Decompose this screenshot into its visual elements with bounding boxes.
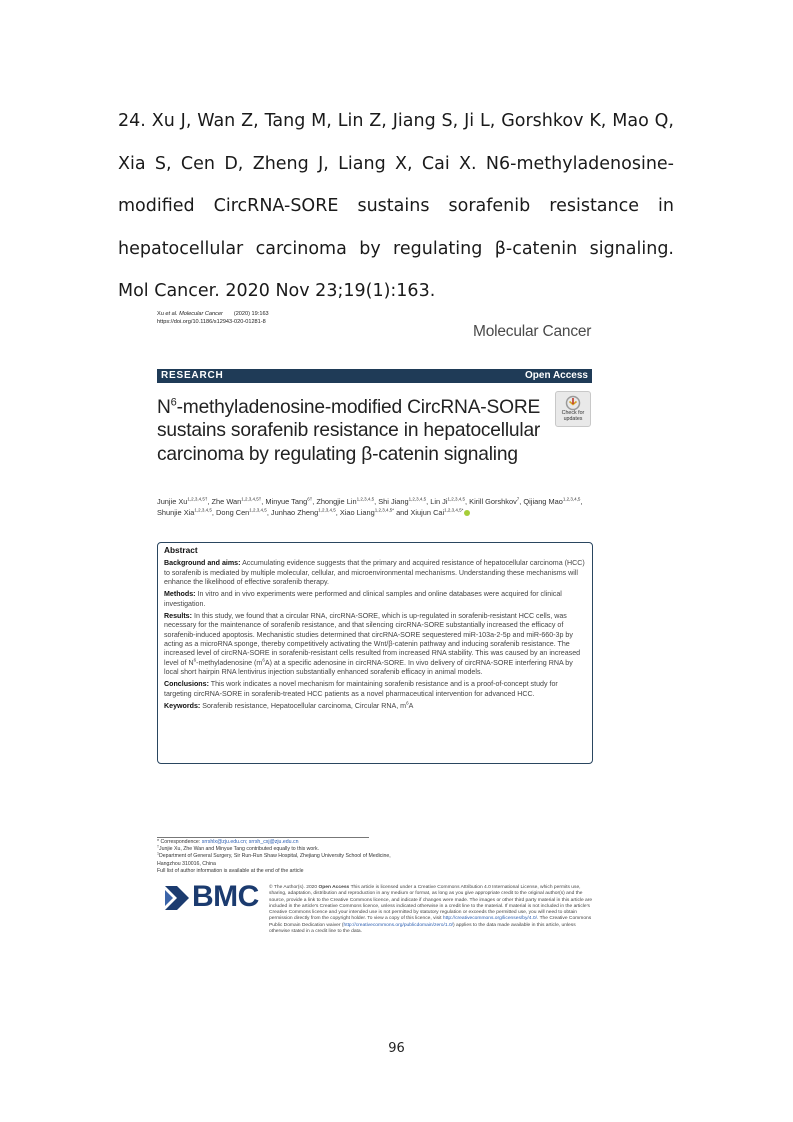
- author-affil: 1,2,3,4,5: [356, 496, 375, 502]
- author-name: Shunjie Xia: [157, 508, 195, 517]
- reference-citation: [118, 100, 674, 313]
- author-name: Zhongjie Lin: [316, 497, 357, 506]
- keywords-end: A: [408, 702, 414, 711]
- meta-journal: et al. Molecular Cancer: [165, 311, 223, 317]
- bmc-logo: [165, 880, 265, 913]
- journal-name: Molecular Cancer: [473, 323, 592, 340]
- author-name: Xiujun Cai: [410, 508, 445, 517]
- correspondence-label: * Correspondence:: [157, 839, 201, 845]
- results-text-b: -methyladenosine (m: [196, 658, 263, 667]
- title-prefix: N: [157, 397, 171, 418]
- methods-text: In vitro and in vivo experiments were performed and clinical samples and online databases were acquired for clinical investigation.: [164, 590, 562, 608]
- author-name: Lin Ji: [430, 497, 448, 506]
- author-affil: 1,2,3,4,5: [562, 496, 581, 502]
- abstract-box: [157, 542, 593, 764]
- open-access-label: Open Access: [525, 370, 588, 381]
- author-name: Shi Jiang: [378, 497, 409, 506]
- abstract-conclusions: [164, 680, 586, 699]
- check-updates-line1: Check for: [561, 410, 585, 416]
- abstract-results: [164, 612, 586, 677]
- author-name: Minyue Tang: [265, 497, 308, 506]
- meta-author: Xu: [157, 311, 164, 317]
- affiliation-text: Department of General Surgery, Sir Run-Run Shaw Hospital, Zhejiang University School of Medicine, Hangzhou 310016, China: [157, 853, 391, 867]
- meta-doi[interactable]: https://doi.org/10.1186/s12943-020-01281-8: [157, 319, 266, 325]
- license-prefix: © The Author(s). 2020: [269, 885, 318, 890]
- title-superscript: 6: [170, 396, 177, 409]
- keywords-text: Sorafenib resistance, Hepatocellular carcinoma, Circular RNA, m: [202, 702, 407, 711]
- conclusions-text: This work indicates a novel mechanism for maintaining sorafenib resistance and is a proof-of-concept study for targeting circRNA-SORE in sorafenib-treated HCC patients as a novel pharmaceutical intervention for advanced HCC.: [164, 680, 558, 698]
- meta-volume: (2020) 19:163: [233, 311, 269, 317]
- author-name: Junhao Zheng: [270, 508, 319, 517]
- check-updates-line2: updates: [563, 415, 583, 422]
- license-link-cc-by[interactable]: http://creativecommons.org/licenses/by/4.0/: [442, 916, 537, 922]
- conclusions-label: Conclusions:: [164, 680, 209, 689]
- author-affil: 6†: [307, 496, 313, 502]
- author-affil: 1,2,3,4,5: [249, 507, 267, 513]
- results-label: Results:: [164, 612, 192, 621]
- background-label: Background and aims:: [164, 559, 241, 568]
- author-name: Zhe Wan: [211, 497, 242, 506]
- affiliation-sup: 1: [157, 851, 159, 856]
- license-body-c: ) applies to the data made available in this article, unless otherwise stated in a credit line to the data.: [269, 922, 576, 935]
- article-type-bar: [157, 369, 592, 383]
- page-number: 96: [388, 1041, 405, 1056]
- license-open-access: Open Access: [318, 885, 350, 890]
- footnotes: [157, 839, 397, 875]
- abstract-keywords: [164, 702, 586, 711]
- abstract-methods: [164, 590, 586, 609]
- author-name: Junjie Xu: [157, 497, 188, 506]
- methods-label: Methods:: [164, 590, 196, 599]
- author-affil: 7: [516, 496, 520, 502]
- author-affil: 1,2,3,4,5: [318, 507, 336, 513]
- author-affil: 1,2,3,4,5*: [374, 507, 395, 513]
- article-first-page: [157, 310, 594, 935]
- license-body-a: This article is licensed under a Creative Commons Attribution 4.0 International License, which permits use, sharing, adaptation, distribution and reproduction in any medium or format, as long as you give appropriate credit to the original author(s) and the source, provide a link to the Creative Commons licence, and indicate if changes were made. The images or other third party material in this article are included in the article's Creative Commons licence, unless indicated otherwise in a credit line to the material. If material is not included in the article's Creative Commons licence and your intended use is not permitted by statutory regulation or exceeds the permitted use, you will need to obtain permission directly from the copyright holder. To view a copy of this licence, visit: [269, 885, 593, 922]
- equal-contribution-text: Junjie Xu, Zhe Wan and Minyue Tang contributed equally to this work.: [159, 846, 320, 853]
- abstract-heading: Abstract: [164, 545, 198, 555]
- license-body-b: . The Creative Commons Public Domain Dedication waiver (: [269, 916, 592, 928]
- correspondence-emails[interactable]: srrshlx@zju.edu.cn; srrsh_cxj@zju.edu.cn: [201, 839, 299, 845]
- author-name: Qijiang Mao: [523, 497, 563, 506]
- dagger-mark: †: [157, 844, 159, 849]
- bmc-mark-icon: [165, 886, 189, 910]
- license-text: [269, 885, 595, 935]
- footnote-divider: [157, 837, 369, 838]
- author-affil: 1,2,3,4,5†: [241, 496, 262, 502]
- keywords-label: Keywords:: [164, 702, 201, 711]
- author-affil: 1,2,3,4,5†: [187, 496, 208, 502]
- license-link-cc0[interactable]: http://creativecommons.org/publicdomain/zero/1.0/: [343, 922, 454, 928]
- background-text: Accumulating evidence suggests that the primary and acquired resistance of hepatocellular carcinoma (HCC) to sorafenib is mediated by multiple molecular, cellular, and microenvironmental mechanisms. Understanding these mechanisms will enhance the likelihood of effective sorafenib therapy.: [164, 559, 585, 586]
- abstract-background: [164, 559, 586, 587]
- results-text-c: A) at a specific adenosine in circRNA-SORE. In vivo delivery of circRNA-SORE interfering RNA by local short hairpin RNA lentivirus injection substantially enhanced sorafenib efficacy in animal models.: [164, 658, 573, 676]
- article-title: [157, 396, 542, 466]
- author-affil: 1,2,3,4,5: [194, 507, 212, 513]
- author-affil: 1,2,3,4,5*: [444, 507, 464, 513]
- author-name: Kirill Gorshkov: [469, 497, 517, 506]
- full-list-line: Full list of author information is available at the end of the article: [157, 867, 304, 874]
- keywords-sup: 6: [406, 700, 409, 706]
- citation-text: 24. Xu J, Wan Z, Tang M, Lin Z, Jiang S, Ji L, Gorshkov K, Mao Q, Xia S, Cen D, Zheng J, Liang X, Cai X. N6-methyladenosine-modified CircRNA-SORE sustains sorafenib resistance in hepatocellular carcinoma by regulating β-catenin signaling. Mol Cancer. 2020 Nov 23;19(1):163.: [118, 111, 674, 301]
- title-rest: -methyladenosine-modified CircRNA-SORE sustains sorafenib resistance in hepatocellular carcinoma by regulating β-catenin signaling: [157, 397, 541, 465]
- affiliation-line: [157, 853, 397, 867]
- check-updates-icon: [565, 395, 581, 411]
- author-affil: 1,2,3,4,5: [408, 496, 427, 502]
- orcid-icon[interactable]: [464, 510, 470, 516]
- author-name: Xiao Liang: [339, 508, 375, 517]
- check-for-updates-badge[interactable]: [555, 391, 591, 427]
- author-list: Junjie $Xu^{1,2,3,4,5\dagger}$, Zhe Wan$^{1,2,3,4,5\dagger}$, Minyue Tang$^{6\dagger}$, Zhongjie Lin$^{1,2,3,4,5}$, Shi Jiang$^{1,2,3,4,5}$, Lin Ji$^{1,2,3,4,5}$, Kirill Gorshkov$^7$, Qijiang Mao$^{1,2,3,4,5}$, Shunjie Xia$^{1,2,3,4,5}$, Dong Cen$^{1,2,3,4,5}$, Junhao Zheng$^{1,2,3,4,5}$, Xiao Liang$^{1,2,3,4,5*}$ and Xiujun Cai$^{1,2,3,4,5*}$: [157, 496, 583, 517]
- author-name: Dong Cen: [216, 508, 250, 517]
- research-label: RESEARCH: [161, 370, 224, 381]
- bmc-wordmark: BMC: [192, 880, 259, 913]
- results-sup-1: 6: [193, 657, 197, 663]
- results-sup-2: 6: [262, 657, 265, 663]
- results-text-a: In this study, we found that a circular RNA, circRNA-SORE, which is up-regulated in sorafenib-resistant HCC cells, was necessary for the maintenance of sorafenib resistance, and that silencing circRNA-SORE substantially increased the efficacy of sorafenib-induced apoptosis. Mechanistic studies determined that circRNA-SORE sequestered miR-103a-2-5p and miR-660-3p by acting as a microRNA sponge, thereby competitively activating the Wnt/β-catenin pathway and inducing sorafenib resistance. The increased level of circRNA-SORE in sorafenib-resistant cells resulted from increased RNA stability. This was caused by an increased level of N: [164, 612, 581, 667]
- author-affil: 1,2,3,4,5: [447, 496, 466, 502]
